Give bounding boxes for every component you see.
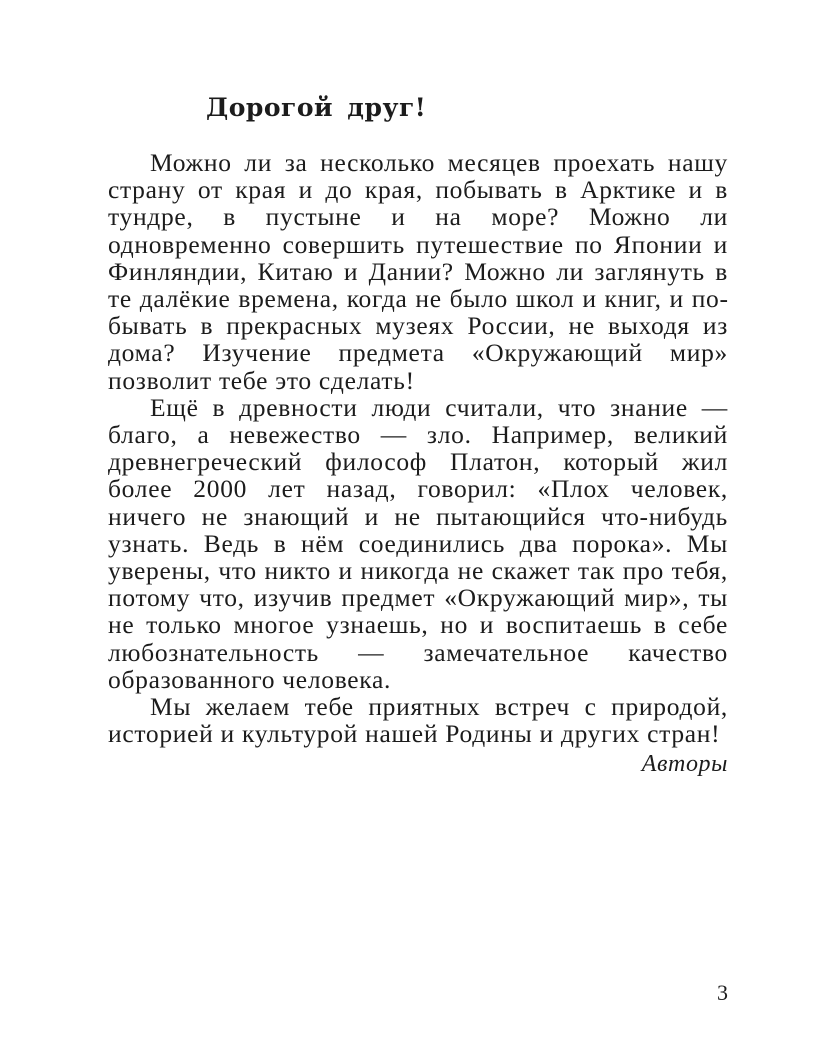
- paragraph-1: Можно ли за несколько месяцев проехать нашу страну от края и до края, побывать в Арктике и в тундре, в пустыне и на море? Можно ли одновременно совершить путешествие по Японии и Финляндии, Китаю и Дании? Можно ли заглянуть в те далёкие времена, когда не было школ и книг, и побывать в прекрасных музеях России, не выходя из дома? Изучение предмета «Окружающий мир» позволит тебе это сделать!: [108, 148, 728, 395]
- letter-body: [108, 149, 728, 747]
- page-number: 3: [717, 980, 728, 1005]
- letter-page: [108, 88, 728, 779]
- authors-signature: Авторы: [641, 751, 728, 778]
- letter-heading: Дорогой друг!: [206, 93, 427, 122]
- paragraph-3: Мы желаем тебе приятных встреч с природой, историей и культурой нашей Родины и других стран!: [108, 692, 728, 749]
- paragraph-2: Ещё в древности люди считали, что знание — благо, а невежество — зло. Например, великий древнегреческий философ Платон, который жил более 2000 лет назад, говорил: «Плох человек, ничего не знающий и не пытающийся что-нибудь узнать. Ведь в нём соединились два порока». Мы уверены, что никто и никогда не скажет так про тебя, потому что, изучив предмет «Окружающий мир», ты не только многое узнаешь, но и воспитаешь в себе любознательность — замечательное качество образованного человека.: [108, 392, 728, 694]
